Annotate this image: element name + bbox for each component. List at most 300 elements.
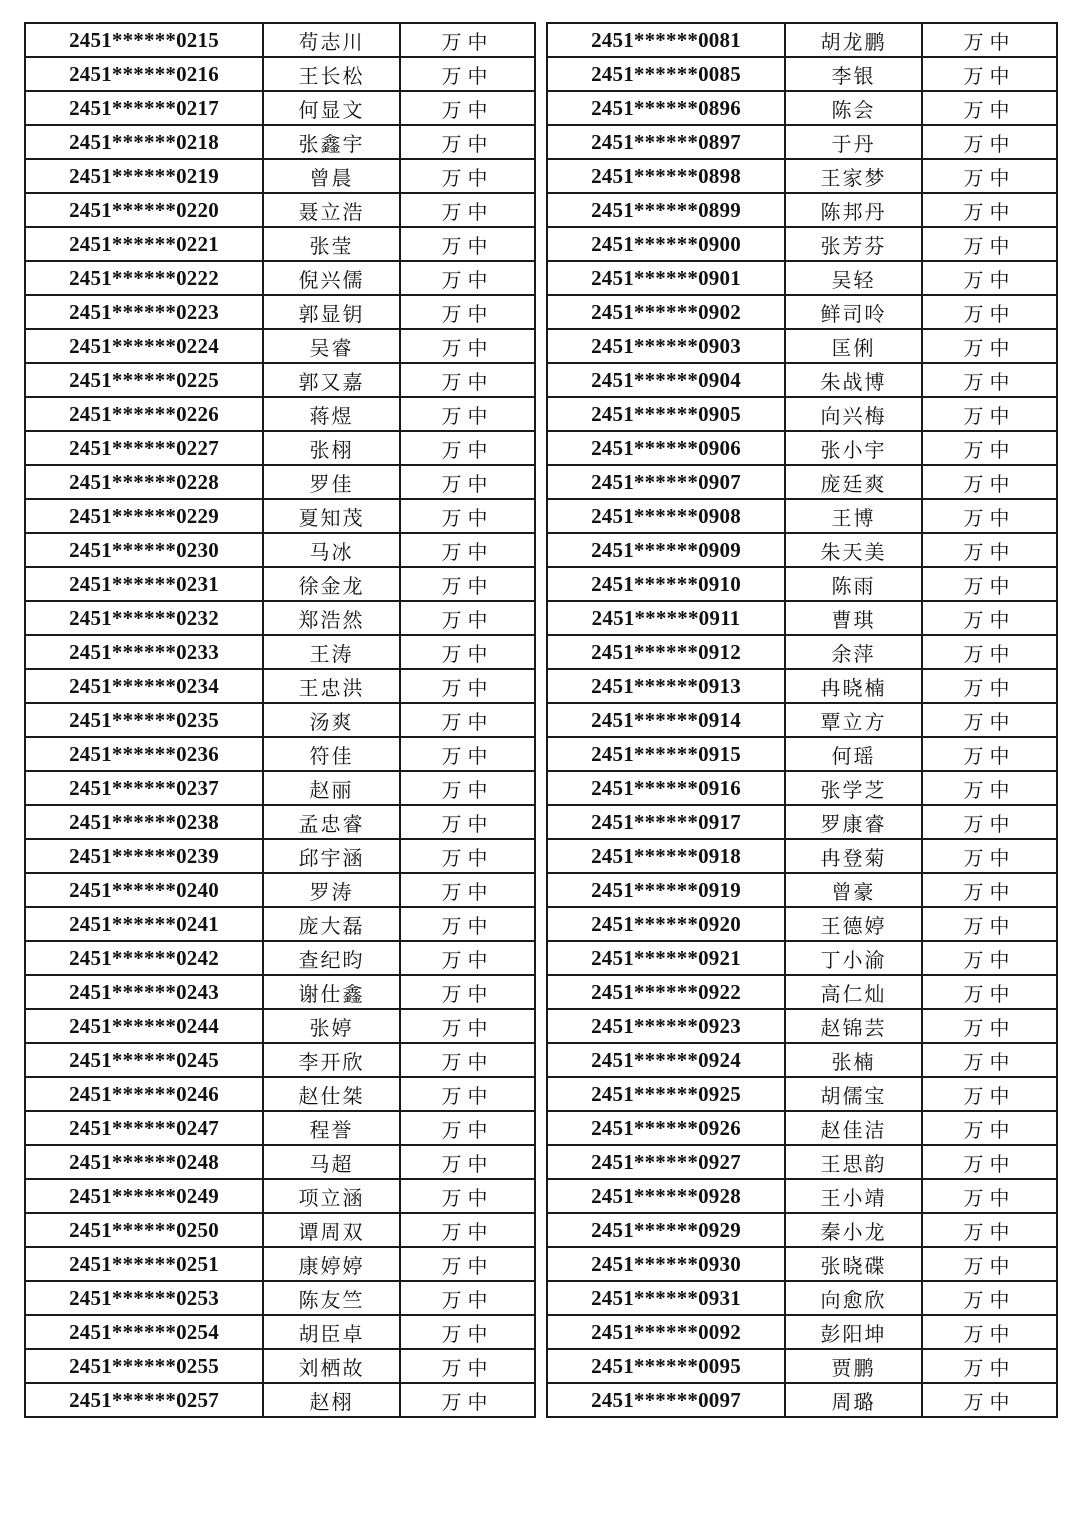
school-cell: 万中 — [400, 23, 535, 57]
table-row — [25, 431, 535, 465]
table-row — [547, 499, 1057, 533]
table-row — [547, 125, 1057, 159]
candidate-name-cell: 赵丽 — [263, 771, 400, 805]
school-cell: 万中 — [922, 771, 1057, 805]
school-cell: 万中 — [400, 635, 535, 669]
table-row — [25, 805, 535, 839]
candidate-name-cell: 张小宇 — [785, 431, 922, 465]
candidate-id-cell: 2451******0216 — [25, 57, 263, 91]
table-row — [547, 193, 1057, 227]
table-row — [547, 91, 1057, 125]
school-cell: 万中 — [922, 1281, 1057, 1315]
school-cell: 万中 — [400, 465, 535, 499]
candidate-id-cell: 2451******0248 — [25, 1145, 263, 1179]
candidate-name-cell: 符佳 — [263, 737, 400, 771]
school-cell: 万中 — [400, 1145, 535, 1179]
school-cell: 万中 — [400, 975, 535, 1009]
table-row — [25, 1349, 535, 1383]
candidate-name-cell: 胡儒宝 — [785, 1077, 922, 1111]
table-row — [547, 1349, 1057, 1383]
candidate-name-cell: 张栩 — [263, 431, 400, 465]
candidate-name-cell: 汤爽 — [263, 703, 400, 737]
candidate-id-cell: 2451******0250 — [25, 1213, 263, 1247]
school-cell: 万中 — [400, 499, 535, 533]
candidate-name-cell: 李银 — [785, 57, 922, 91]
candidate-id-cell: 2451******0930 — [547, 1247, 785, 1281]
table-row — [547, 1043, 1057, 1077]
candidate-name-cell: 罗康睿 — [785, 805, 922, 839]
school-cell: 万中 — [400, 125, 535, 159]
candidate-id-cell: 2451******0920 — [547, 907, 785, 941]
school-cell: 万中 — [922, 23, 1057, 57]
school-cell: 万中 — [922, 1111, 1057, 1145]
table-row — [25, 193, 535, 227]
candidate-id-cell: 2451******0235 — [25, 703, 263, 737]
candidate-id-cell: 2451******0238 — [25, 805, 263, 839]
school-cell: 万中 — [922, 1247, 1057, 1281]
table-row — [547, 431, 1057, 465]
school-cell: 万中 — [922, 635, 1057, 669]
table-row — [25, 533, 535, 567]
candidate-id-cell: 2451******0236 — [25, 737, 263, 771]
table-row — [547, 1145, 1057, 1179]
table-row — [547, 1213, 1057, 1247]
candidate-id-cell: 2451******0228 — [25, 465, 263, 499]
table-row — [547, 397, 1057, 431]
school-cell: 万中 — [400, 1111, 535, 1145]
table-row — [547, 907, 1057, 941]
table-row — [25, 1179, 535, 1213]
candidate-id-cell: 2451******0243 — [25, 975, 263, 1009]
candidate-id-cell: 2451******0097 — [547, 1383, 785, 1417]
candidate-name-cell: 查纪昀 — [263, 941, 400, 975]
candidate-name-cell: 蒋煜 — [263, 397, 400, 431]
candidate-id-cell: 2451******0921 — [547, 941, 785, 975]
school-cell: 万中 — [400, 1281, 535, 1315]
table-row — [25, 941, 535, 975]
candidate-name-cell: 谢仕鑫 — [263, 975, 400, 1009]
candidate-name-cell: 吴睿 — [263, 329, 400, 363]
table-row — [25, 329, 535, 363]
table-row — [547, 465, 1057, 499]
candidate-name-cell: 聂立浩 — [263, 193, 400, 227]
school-cell: 万中 — [922, 839, 1057, 873]
table-row — [547, 771, 1057, 805]
candidate-name-cell: 何瑶 — [785, 737, 922, 771]
candidate-name-cell: 曾豪 — [785, 873, 922, 907]
school-cell: 万中 — [922, 1179, 1057, 1213]
table-row — [547, 1383, 1057, 1417]
candidate-id-cell: 2451******0225 — [25, 363, 263, 397]
candidate-name-cell: 马冰 — [263, 533, 400, 567]
candidate-id-cell: 2451******0903 — [547, 329, 785, 363]
table-row — [547, 295, 1057, 329]
candidate-id-cell: 2451******0234 — [25, 669, 263, 703]
candidate-id-cell: 2451******0900 — [547, 227, 785, 261]
school-cell: 万中 — [922, 1077, 1057, 1111]
candidate-name-cell: 陈雨 — [785, 567, 922, 601]
candidate-id-cell: 2451******0913 — [547, 669, 785, 703]
candidate-id-cell: 2451******0899 — [547, 193, 785, 227]
table-row — [25, 1043, 535, 1077]
candidate-name-cell: 余萍 — [785, 635, 922, 669]
candidate-name-cell: 曾晨 — [263, 159, 400, 193]
school-cell: 万中 — [922, 329, 1057, 363]
candidate-id-cell: 2451******0912 — [547, 635, 785, 669]
table-row — [547, 261, 1057, 295]
candidate-name-cell: 张晓碟 — [785, 1247, 922, 1281]
candidate-id-cell: 2451******0898 — [547, 159, 785, 193]
school-cell: 万中 — [922, 873, 1057, 907]
candidate-name-cell: 程誉 — [263, 1111, 400, 1145]
candidate-id-cell: 2451******0219 — [25, 159, 263, 193]
candidate-id-cell: 2451******0221 — [25, 227, 263, 261]
roster-table-left — [24, 22, 536, 1418]
candidate-id-cell: 2451******0906 — [547, 431, 785, 465]
candidate-name-cell: 项立涵 — [263, 1179, 400, 1213]
candidate-id-cell: 2451******0229 — [25, 499, 263, 533]
table-row — [25, 227, 535, 261]
candidate-name-cell: 陈会 — [785, 91, 922, 125]
school-cell: 万中 — [400, 431, 535, 465]
candidate-id-cell: 2451******0926 — [547, 1111, 785, 1145]
candidate-id-cell: 2451******0237 — [25, 771, 263, 805]
candidate-name-cell: 王家梦 — [785, 159, 922, 193]
candidate-id-cell: 2451******0915 — [547, 737, 785, 771]
table-row — [547, 329, 1057, 363]
candidate-id-cell: 2451******0254 — [25, 1315, 263, 1349]
candidate-name-cell: 向兴梅 — [785, 397, 922, 431]
school-cell: 万中 — [400, 1077, 535, 1111]
candidate-name-cell: 王涛 — [263, 635, 400, 669]
table-row — [25, 397, 535, 431]
school-cell: 万中 — [400, 533, 535, 567]
school-cell: 万中 — [400, 397, 535, 431]
school-cell: 万中 — [922, 1315, 1057, 1349]
table-row — [547, 363, 1057, 397]
table-row — [25, 57, 535, 91]
candidate-id-cell: 2451******0245 — [25, 1043, 263, 1077]
candidate-name-cell: 张芳芬 — [785, 227, 922, 261]
school-cell: 万中 — [922, 159, 1057, 193]
candidate-id-cell: 2451******0902 — [547, 295, 785, 329]
candidate-id-cell: 2451******0240 — [25, 873, 263, 907]
candidate-name-cell: 郑浩然 — [263, 601, 400, 635]
school-cell: 万中 — [922, 533, 1057, 567]
candidate-id-cell: 2451******0923 — [547, 1009, 785, 1043]
school-cell: 万中 — [400, 1349, 535, 1383]
school-cell: 万中 — [400, 669, 535, 703]
candidate-name-cell: 匡俐 — [785, 329, 922, 363]
table-row — [25, 771, 535, 805]
school-cell: 万中 — [400, 261, 535, 295]
school-cell: 万中 — [922, 805, 1057, 839]
table-row — [547, 873, 1057, 907]
candidate-id-cell: 2451******0924 — [547, 1043, 785, 1077]
candidate-id-cell: 2451******0927 — [547, 1145, 785, 1179]
table-row — [25, 1281, 535, 1315]
roster-table-body — [547, 23, 1057, 1417]
school-cell: 万中 — [922, 91, 1057, 125]
candidate-id-cell: 2451******0251 — [25, 1247, 263, 1281]
school-cell: 万中 — [400, 601, 535, 635]
table-row — [25, 465, 535, 499]
school-cell: 万中 — [400, 771, 535, 805]
candidate-id-cell: 2451******0901 — [547, 261, 785, 295]
school-cell: 万中 — [400, 1179, 535, 1213]
table-row — [547, 159, 1057, 193]
candidate-id-cell: 2451******0905 — [547, 397, 785, 431]
candidate-id-cell: 2451******0227 — [25, 431, 263, 465]
candidate-id-cell: 2451******0910 — [547, 567, 785, 601]
candidate-name-cell: 胡龙鹏 — [785, 23, 922, 57]
table-row — [547, 635, 1057, 669]
table-row — [547, 805, 1057, 839]
table-row — [25, 1145, 535, 1179]
candidate-id-cell: 2451******0249 — [25, 1179, 263, 1213]
school-cell: 万中 — [400, 737, 535, 771]
candidate-name-cell: 苟志川 — [263, 23, 400, 57]
candidate-id-cell: 2451******0907 — [547, 465, 785, 499]
candidate-name-cell: 罗佳 — [263, 465, 400, 499]
candidate-id-cell: 2451******0230 — [25, 533, 263, 567]
candidate-name-cell: 贾鹏 — [785, 1349, 922, 1383]
candidate-id-cell: 2451******0925 — [547, 1077, 785, 1111]
candidate-id-cell: 2451******0904 — [547, 363, 785, 397]
candidate-id-cell: 2451******0239 — [25, 839, 263, 873]
table-row — [25, 635, 535, 669]
school-cell: 万中 — [400, 839, 535, 873]
school-cell: 万中 — [922, 941, 1057, 975]
table-row — [547, 737, 1057, 771]
school-cell: 万中 — [922, 703, 1057, 737]
school-cell: 万中 — [922, 193, 1057, 227]
candidate-id-cell: 2451******0220 — [25, 193, 263, 227]
candidate-id-cell: 2451******0092 — [547, 1315, 785, 1349]
roster-table-right — [546, 22, 1058, 1418]
candidate-name-cell: 郭显钥 — [263, 295, 400, 329]
table-row — [25, 1213, 535, 1247]
candidate-name-cell: 刘栖故 — [263, 1349, 400, 1383]
candidate-id-cell: 2451******0916 — [547, 771, 785, 805]
table-row — [547, 1009, 1057, 1043]
school-cell: 万中 — [922, 363, 1057, 397]
table-row — [25, 363, 535, 397]
school-cell: 万中 — [400, 873, 535, 907]
candidate-id-cell: 2451******0253 — [25, 1281, 263, 1315]
school-cell: 万中 — [922, 601, 1057, 635]
candidate-id-cell: 2451******0215 — [25, 23, 263, 57]
candidate-name-cell: 王思韵 — [785, 1145, 922, 1179]
table-row — [547, 1281, 1057, 1315]
candidate-name-cell: 夏知茂 — [263, 499, 400, 533]
candidate-id-cell: 2451******0222 — [25, 261, 263, 295]
school-cell: 万中 — [400, 907, 535, 941]
school-cell: 万中 — [922, 397, 1057, 431]
candidate-id-cell: 2451******0928 — [547, 1179, 785, 1213]
table-row — [25, 499, 535, 533]
table-row — [25, 567, 535, 601]
table-row — [25, 1247, 535, 1281]
candidate-name-cell: 于丹 — [785, 125, 922, 159]
table-row — [547, 669, 1057, 703]
table-row — [547, 567, 1057, 601]
candidate-name-cell: 张学芝 — [785, 771, 922, 805]
school-cell: 万中 — [922, 669, 1057, 703]
candidate-name-cell: 吴轻 — [785, 261, 922, 295]
candidate-id-cell: 2451******0232 — [25, 601, 263, 635]
school-cell: 万中 — [922, 975, 1057, 1009]
candidate-id-cell: 2451******0908 — [547, 499, 785, 533]
table-row — [25, 91, 535, 125]
candidate-id-cell: 2451******0919 — [547, 873, 785, 907]
school-cell: 万中 — [922, 1043, 1057, 1077]
candidate-name-cell: 张楠 — [785, 1043, 922, 1077]
candidate-id-cell: 2451******0909 — [547, 533, 785, 567]
table-row — [25, 1009, 535, 1043]
table-row — [547, 1315, 1057, 1349]
table-row — [25, 737, 535, 771]
school-cell: 万中 — [400, 57, 535, 91]
table-row — [25, 23, 535, 57]
table-row — [547, 227, 1057, 261]
table-row — [25, 601, 535, 635]
candidate-name-cell: 倪兴儒 — [263, 261, 400, 295]
school-cell: 万中 — [922, 567, 1057, 601]
school-cell: 万中 — [922, 1009, 1057, 1043]
candidate-name-cell: 郭又嘉 — [263, 363, 400, 397]
candidate-id-cell: 2451******0242 — [25, 941, 263, 975]
candidate-name-cell: 彭阳坤 — [785, 1315, 922, 1349]
candidate-name-cell: 王德婷 — [785, 907, 922, 941]
table-row — [25, 839, 535, 873]
candidate-name-cell: 秦小龙 — [785, 1213, 922, 1247]
candidate-name-cell: 庞廷爽 — [785, 465, 922, 499]
table-row — [25, 669, 535, 703]
roster-table-body — [25, 23, 535, 1417]
table-row — [547, 1077, 1057, 1111]
school-cell: 万中 — [400, 1009, 535, 1043]
candidate-name-cell: 王小靖 — [785, 1179, 922, 1213]
candidate-id-cell: 2451******0917 — [547, 805, 785, 839]
table-row — [25, 125, 535, 159]
table-row — [25, 159, 535, 193]
table-row — [25, 261, 535, 295]
candidate-id-cell: 2451******0241 — [25, 907, 263, 941]
school-cell: 万中 — [922, 1213, 1057, 1247]
candidate-name-cell: 朱战博 — [785, 363, 922, 397]
candidate-id-cell: 2451******0255 — [25, 1349, 263, 1383]
candidate-name-cell: 高仁灿 — [785, 975, 922, 1009]
school-cell: 万中 — [400, 295, 535, 329]
school-cell: 万中 — [922, 227, 1057, 261]
candidate-name-cell: 王忠洪 — [263, 669, 400, 703]
candidate-name-cell: 赵佳洁 — [785, 1111, 922, 1145]
candidate-id-cell: 2451******0931 — [547, 1281, 785, 1315]
table-row — [547, 601, 1057, 635]
candidate-name-cell: 赵锦芸 — [785, 1009, 922, 1043]
candidate-id-cell: 2451******0218 — [25, 125, 263, 159]
table-row — [25, 1077, 535, 1111]
candidate-name-cell: 陈友竺 — [263, 1281, 400, 1315]
candidate-id-cell: 2451******0896 — [547, 91, 785, 125]
school-cell: 万中 — [400, 1315, 535, 1349]
candidate-name-cell: 周璐 — [785, 1383, 922, 1417]
school-cell: 万中 — [922, 737, 1057, 771]
candidate-name-cell: 王长松 — [263, 57, 400, 91]
school-cell: 万中 — [400, 1213, 535, 1247]
table-row — [25, 1111, 535, 1145]
candidate-name-cell: 冉登菊 — [785, 839, 922, 873]
table-row — [547, 839, 1057, 873]
school-cell: 万中 — [400, 193, 535, 227]
candidate-id-cell: 2451******0085 — [547, 57, 785, 91]
candidate-name-cell: 胡臣卓 — [263, 1315, 400, 1349]
candidate-name-cell: 张婷 — [263, 1009, 400, 1043]
candidate-id-cell: 2451******0244 — [25, 1009, 263, 1043]
candidate-id-cell: 2451******0914 — [547, 703, 785, 737]
candidate-name-cell: 丁小渝 — [785, 941, 922, 975]
candidate-id-cell: 2451******0081 — [547, 23, 785, 57]
school-cell: 万中 — [922, 431, 1057, 465]
table-row — [25, 295, 535, 329]
candidate-name-cell: 曹琪 — [785, 601, 922, 635]
candidate-id-cell: 2451******0223 — [25, 295, 263, 329]
school-cell: 万中 — [400, 159, 535, 193]
school-cell: 万中 — [922, 1145, 1057, 1179]
school-cell: 万中 — [922, 499, 1057, 533]
school-cell: 万中 — [922, 261, 1057, 295]
table-row — [547, 703, 1057, 737]
table-row — [547, 1111, 1057, 1145]
table-row — [547, 57, 1057, 91]
candidate-name-cell: 徐金龙 — [263, 567, 400, 601]
candidate-name-cell: 王博 — [785, 499, 922, 533]
school-cell: 万中 — [400, 703, 535, 737]
candidate-id-cell: 2451******0247 — [25, 1111, 263, 1145]
school-cell: 万中 — [400, 1043, 535, 1077]
candidate-id-cell: 2451******0911 — [547, 601, 785, 635]
table-row — [547, 941, 1057, 975]
table-row — [25, 1383, 535, 1417]
table-row — [25, 975, 535, 1009]
candidate-name-cell: 冉晓楠 — [785, 669, 922, 703]
candidate-name-cell: 朱天美 — [785, 533, 922, 567]
candidate-id-cell: 2451******0918 — [547, 839, 785, 873]
table-row — [547, 1179, 1057, 1213]
candidate-name-cell: 张鑫宇 — [263, 125, 400, 159]
candidate-name-cell: 陈邦丹 — [785, 193, 922, 227]
candidate-name-cell: 邱宇涵 — [263, 839, 400, 873]
candidate-name-cell: 李开欣 — [263, 1043, 400, 1077]
candidate-id-cell: 2451******0246 — [25, 1077, 263, 1111]
candidate-name-cell: 罗涛 — [263, 873, 400, 907]
candidate-name-cell: 向愈欣 — [785, 1281, 922, 1315]
candidate-id-cell: 2451******0224 — [25, 329, 263, 363]
table-row — [547, 23, 1057, 57]
school-cell: 万中 — [400, 91, 535, 125]
table-row — [25, 1315, 535, 1349]
candidate-name-cell: 覃立方 — [785, 703, 922, 737]
candidate-name-cell: 鲜司呤 — [785, 295, 922, 329]
school-cell: 万中 — [400, 329, 535, 363]
candidate-id-cell: 2451******0226 — [25, 397, 263, 431]
candidate-id-cell: 2451******0922 — [547, 975, 785, 1009]
candidate-id-cell: 2451******0233 — [25, 635, 263, 669]
candidate-name-cell: 庞大磊 — [263, 907, 400, 941]
school-cell: 万中 — [922, 1383, 1057, 1417]
table-row — [547, 1247, 1057, 1281]
